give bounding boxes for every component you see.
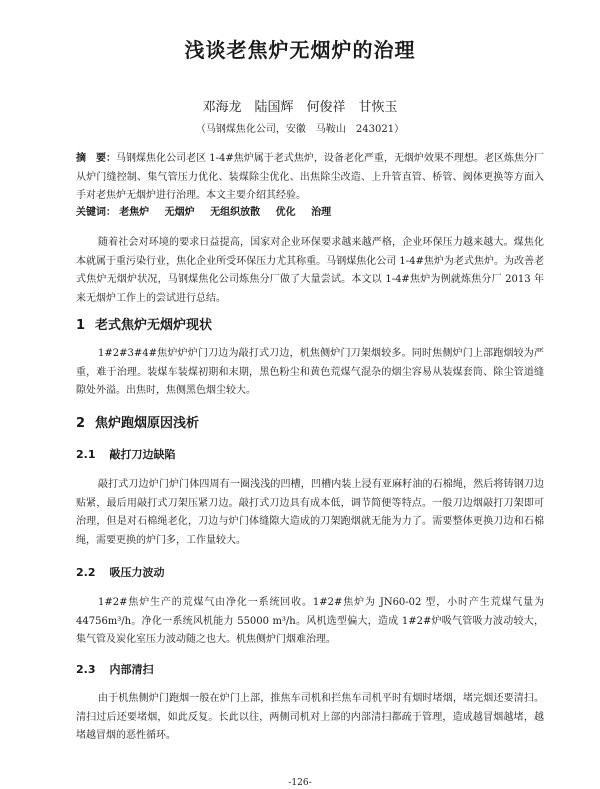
- abstract: [76, 150, 544, 206]
- keywords-label: 关键词：: [76, 207, 116, 218]
- page-number: -126-: [288, 778, 312, 788]
- section-1-heading: [76, 314, 212, 333]
- section-2-2-paragraph: 1#2#焦炉生产的荒煤气由净化一系统回收。1#2#焦炉为 JN60-02 型，小时产生荒煤气量为 44756m³/h。净化一系统风机能力 55000 m³/h。风机选型偏大，造成 1#2#炉吸气管吸力波动较大，集气管及炭化室压力波动随之也大。机焦侧炉门烟难治理。: [76, 597, 544, 645]
- section-2-1-heading: [76, 446, 176, 462]
- section-title: 吸压力波动: [109, 566, 165, 579]
- section-number: 1: [76, 318, 86, 333]
- keyword: 优化: [275, 207, 296, 218]
- section-2-2-heading: [76, 564, 165, 580]
- affiliation: （马钢煤焦化公司，安徽 马鞍山 243021）: [195, 124, 405, 135]
- section-1-paragraph: 1#2#3#4#焦炉炉炉门刀边为敲打式刀边，机焦侧炉门刀架烟较多。同时焦侧炉门上部跑烟较为严重，难于治理。装煤车装煤初期和末期，黑色粉尘和黄色荒煤气混杂的烟尘容易从装煤套筒、除尘管道缝隙处外溢。出焦时，焦侧黑色烟尘较大。: [76, 348, 544, 396]
- section-title: 敲打刀边缺陷: [109, 448, 176, 461]
- abstract-label: 摘 要：: [76, 153, 117, 164]
- keyword: 治理: [311, 207, 332, 218]
- section-2-heading: [76, 412, 199, 431]
- section-title: 内部清扫: [109, 663, 154, 676]
- keywords: [76, 205, 544, 221]
- section-2-1-paragraph: 敲打式刀边炉门炉门体四周有一圈浅浅的凹槽，凹槽内装上浸有亚麻籽油的石棉绳，然后将铸钢刀边贴紧，最后用敲打式刀架压紧刀边。敲打式刀边具有成本低，调节简便等特点。一般刀边烟敲打刀架即可治理，但是对石棉绳老化，刀边与炉门体缝隙大造成的刀架跑烟就无能为力了。需要整体更换刀边和石棉绳，需要更换的炉门多，工作量较大。: [76, 479, 544, 546]
- intro-paragraph: 随着社会对环境的要求日益提高，国家对企业环保要求越来越严格，企业环保压力越来越大。煤焦化本就属于重污染行业，焦化企业所受环保压力尤其称重。马钢煤焦化公司 1-4#焦炉为老式焦炉。为改善老式焦炉无烟炉状况，马钢煤焦化公司炼焦分厂做了大量尝试。本文以 1-4#焦炉为例就炼焦分厂 2013 年来无烟炉工作上的尝试进行总结。: [76, 237, 544, 304]
- author-list: 邓海龙 陆国辉 何俊祥 甘恢玉: [202, 100, 398, 115]
- section-title: 焦炉跑烟原因浅析: [95, 416, 200, 431]
- abstract-text: 马钢煤焦化公司老区 1-4#焦炉属于老式焦炉，设备老化严重，无烟炉效果不理想。老区炼焦分厂从炉门缝控制、集气管压力优化、装煤除尘优化、出焦除尘改造、上升管直管、桥管、阀体更换等方面入手对老焦炉无烟炉进行治理。本文主要介绍其经验。: [76, 153, 544, 201]
- keyword: 老焦炉: [119, 207, 150, 218]
- section-number: 2.3: [76, 663, 96, 676]
- section-number: 2.2: [76, 566, 96, 579]
- section-number: 2: [76, 416, 86, 431]
- paper-title: 浅谈老焦炉无烟炉的治理: [184, 38, 416, 62]
- keyword: 无烟炉: [164, 207, 195, 218]
- section-2-3-heading: [76, 661, 154, 677]
- keyword: 无组织放散: [210, 207, 261, 218]
- section-2-3-paragraph: 由于机焦侧炉门跑烟一般在炉门上部，推焦车司机和拦焦车司机平时有烟时堵烟，堵完烟还要清扫。清扫过后还要堵烟，如此反复。长此以往，两侧司机对上部的内部清扫都疏于管理，造成越冒烟越堵，越堵越冒烟的恶性循环。: [76, 693, 544, 741]
- section-number: 2.1: [76, 448, 96, 461]
- section-title: 老式焦炉无烟炉现状: [95, 318, 213, 333]
